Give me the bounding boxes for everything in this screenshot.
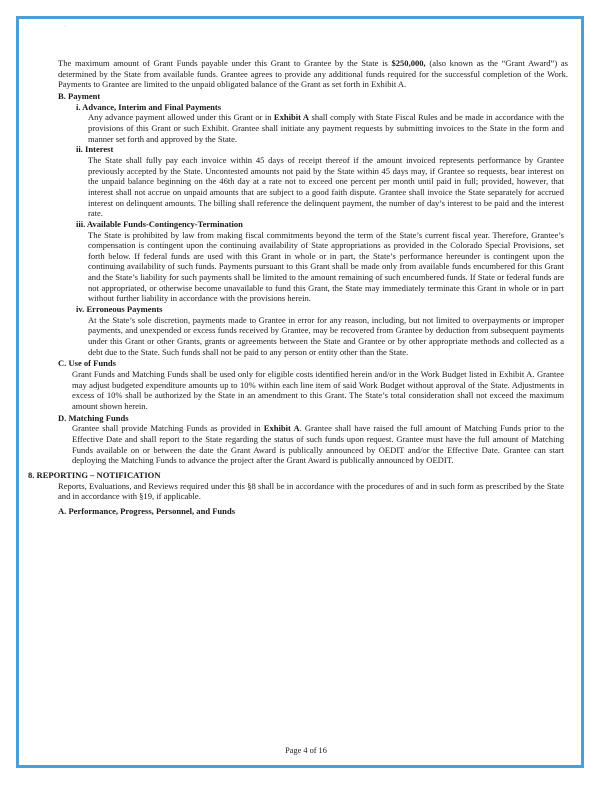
intro-text-1: The maximum amount of Grant Funds payable under this Grant to Grantee by the State is	[58, 58, 392, 68]
advance-text-2: shall comply with State Fiscal Rules and be made in accordance with the provisions of this Grant or such Exhibit. Grantee shall initiate any payment requests by submitting invoices to the State in the form and manner set forth and approved by the State.	[88, 112, 564, 144]
section-heading-use-of-funds: C. Use of Funds	[58, 358, 116, 369]
subsection-heading-erroneous: iv. Erroneous Payments	[76, 304, 163, 315]
section-heading-matching-funds: D. Matching Funds	[58, 412, 129, 423]
available-funds-paragraph: The State is prohibited by law from making fiscal commitments beyond the term of the State’s current fiscal year. Therefore, Grantee’s compensation is contingent upon the continuing availability of State appropriations as provided in the Colorado Special Provisions, set forth below. If federal funds are used with this Grant in whole or in part, the State’s performance hereunder is contingent upon the continuing availability of such funds. Payments pursuant to this Grant shall be made only from available funds encumbered for this Grant and the State’s liability for such payments shall be limited to the amount remaining of such encumbered funds. If State or federal funds are not appropriated, or otherwise become unavailable to fund this Grant, the State may immediately terminate this Grant in whole or in part without further liability in accordance with the provisions herein.	[88, 229, 564, 304]
subsection-heading-performance: A. Performance, Progress, Personnel, and Funds	[58, 505, 236, 516]
intro-text-2: (also known as the “Grant Award”) as determined by the State from available funds. Grantee agrees to provide any additional funds required for the successful completion of the Work. Payments to Grantee are limited to the unpaid obligated balance of the Grant as set forth in Exhibit A.	[58, 58, 568, 90]
section-heading-reporting: 8. REPORTING – NOTIFICATION	[28, 469, 161, 480]
advance-paragraph	[88, 112, 564, 144]
exhibit-a-ref: Exhibit A	[273, 112, 310, 123]
use-of-funds-paragraph: Grant Funds and Matching Funds shall be used only for eligible costs identified herein and/or in the Work Budget listed in Exhibit A. Grantee may adjust budgeted expenditure amounts up to 10% within each line item of said Work Budget without approval of the State. Adjustments in excess of 10% shall be authorized by the State in an amendment to this Grant. The State’s total consideration shall not exceed the maximum amount shown herein.	[72, 369, 564, 411]
subsection-heading-available-funds: iii. Available Funds-Contingency-Termination	[76, 218, 243, 229]
erroneous-payments-paragraph: At the State’s sole discretion, payments made to Grantee in error for any reason, including, but not limited to overpayments or improper payments, and unexpended or excess funds received by Grantee, may be recovered from Grantee by deduction from subsequent payments under this Grant or other Grants, grants or agreements between the State and Grantee or by other appropriate methods and collected as a debt due to the State. Such funds shall not be paid to any person or entity other than the State.	[88, 314, 564, 357]
matching-text-2: . Grantee shall have raised the full amount of Matching Funds prior to the Effective Date and shall report to the State regarding the status of such funds upon request. Grantee must have the full amount of Matching Funds available on or between the date the Grant Award is publically announced by OEDIT and/or the Effective Date. Grantee can start deploying the Matching Funds to advance the project after the Grant Award is publically announced by OEDIT.	[72, 423, 564, 466]
grant-amount-paragraph	[58, 58, 568, 90]
page-number: Page 4 of 16	[285, 746, 327, 755]
exhibit-a-ref-2: Exhibit A	[263, 423, 300, 434]
reporting-paragraph: Reports, Evaluations, and Reviews required under this §8 shall be in accordance with the procedures of and in such form as prescribed by the State and in accordance with §19, if applicable.	[58, 480, 564, 502]
section-heading-payment: B. Payment	[58, 90, 101, 101]
matching-funds-paragraph	[72, 423, 564, 466]
advance-text-1: Any advance payment allowed under this Grant or in	[88, 112, 274, 123]
subsection-heading-advance: i. Advance, Interim and Final Payments	[76, 101, 222, 112]
interest-paragraph: The State shall fully pay each invoice within 45 days of receipt thereof if the amount invoiced represents performance by Grantee previously accepted by the State. Uncontested amounts not paid by the State within 45 days may, if Grantee so requests, bear interest on the unpaid balance beginning on the 46th day at a rate not to exceed one percent per month until paid in full; provided, however, that interest shall not accrue on unpaid amounts that are subject to a good faith dispute. Grantee shall invoice the State separately for accrued interest on delinquent amounts. The billing shall reference the delinquent payment, the number of day’s interest to be paid and the interest rate.	[88, 154, 564, 219]
grant-amount: $250,000,	[391, 58, 426, 68]
matching-text-1: Grantee shall provide Matching Funds as provided in	[72, 423, 264, 434]
subsection-heading-interest: ii. Interest	[76, 144, 114, 155]
document-body	[28, 58, 568, 517]
scan-mark: ·	[64, 24, 66, 30]
